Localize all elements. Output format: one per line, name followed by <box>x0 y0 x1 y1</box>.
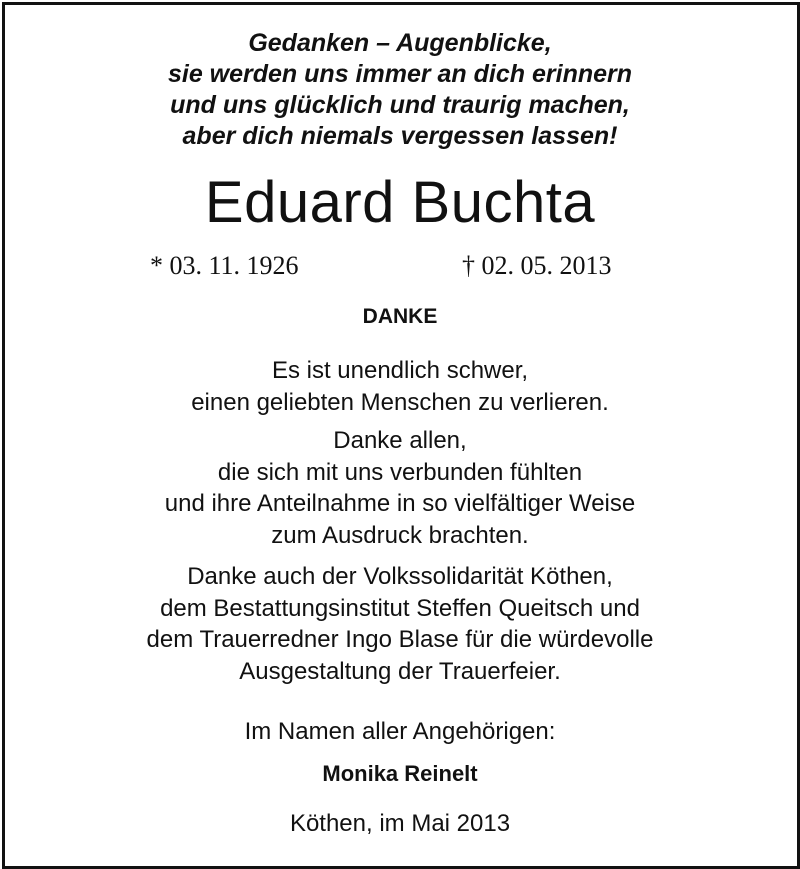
place-and-date: Köthen, im Mai 2013 <box>289 810 511 837</box>
text-line: zum Ausdruck brachten. <box>271 521 529 549</box>
on-behalf-line: Im Namen aller Angehörigen: <box>244 718 556 745</box>
text-line: Ausgestaltung der Trauerfeier. <box>239 657 561 685</box>
text-line: die sich mit uns verbunden fühlten <box>217 458 583 486</box>
death-date: † 02. 05. 2013 <box>462 251 612 280</box>
thanks-paragraph-1 <box>0 355 800 418</box>
birth-date: * 03. 11. 1926 <box>150 251 299 280</box>
thanks-paragraph-3 <box>0 561 800 687</box>
poem-line: sie werden uns immer an dich erinnern <box>167 60 633 88</box>
poem-line: aber dich niemals vergessen lassen! <box>182 122 618 150</box>
text-line: und ihre Anteilnahme in so vielfältiger Weise <box>164 490 636 517</box>
poem-line: und uns glücklich und traurig machen, <box>170 91 630 119</box>
text-line: Danke allen, <box>333 427 467 454</box>
thanks-heading: DANKE <box>362 305 438 328</box>
signer-name: Monika Reinelt <box>322 761 478 786</box>
text-line: einen geliebten Menschen zu verlieren. <box>191 388 609 416</box>
poem-line: Gedanken – Augenblicke, <box>248 29 552 57</box>
text-line: Es ist unendlich schwer, <box>271 357 529 384</box>
text-line: dem Bestattungsinstitut Steffen Queitsch und <box>160 594 640 622</box>
text-line: dem Trauerredner Ingo Blase für die würdevolle <box>146 626 654 653</box>
poem <box>0 28 800 152</box>
text-line: Danke auch der Volkssolidarität Köthen, <box>187 563 613 590</box>
deceased-name: Eduard Buchta <box>204 170 596 235</box>
thanks-paragraph-2 <box>0 425 800 551</box>
